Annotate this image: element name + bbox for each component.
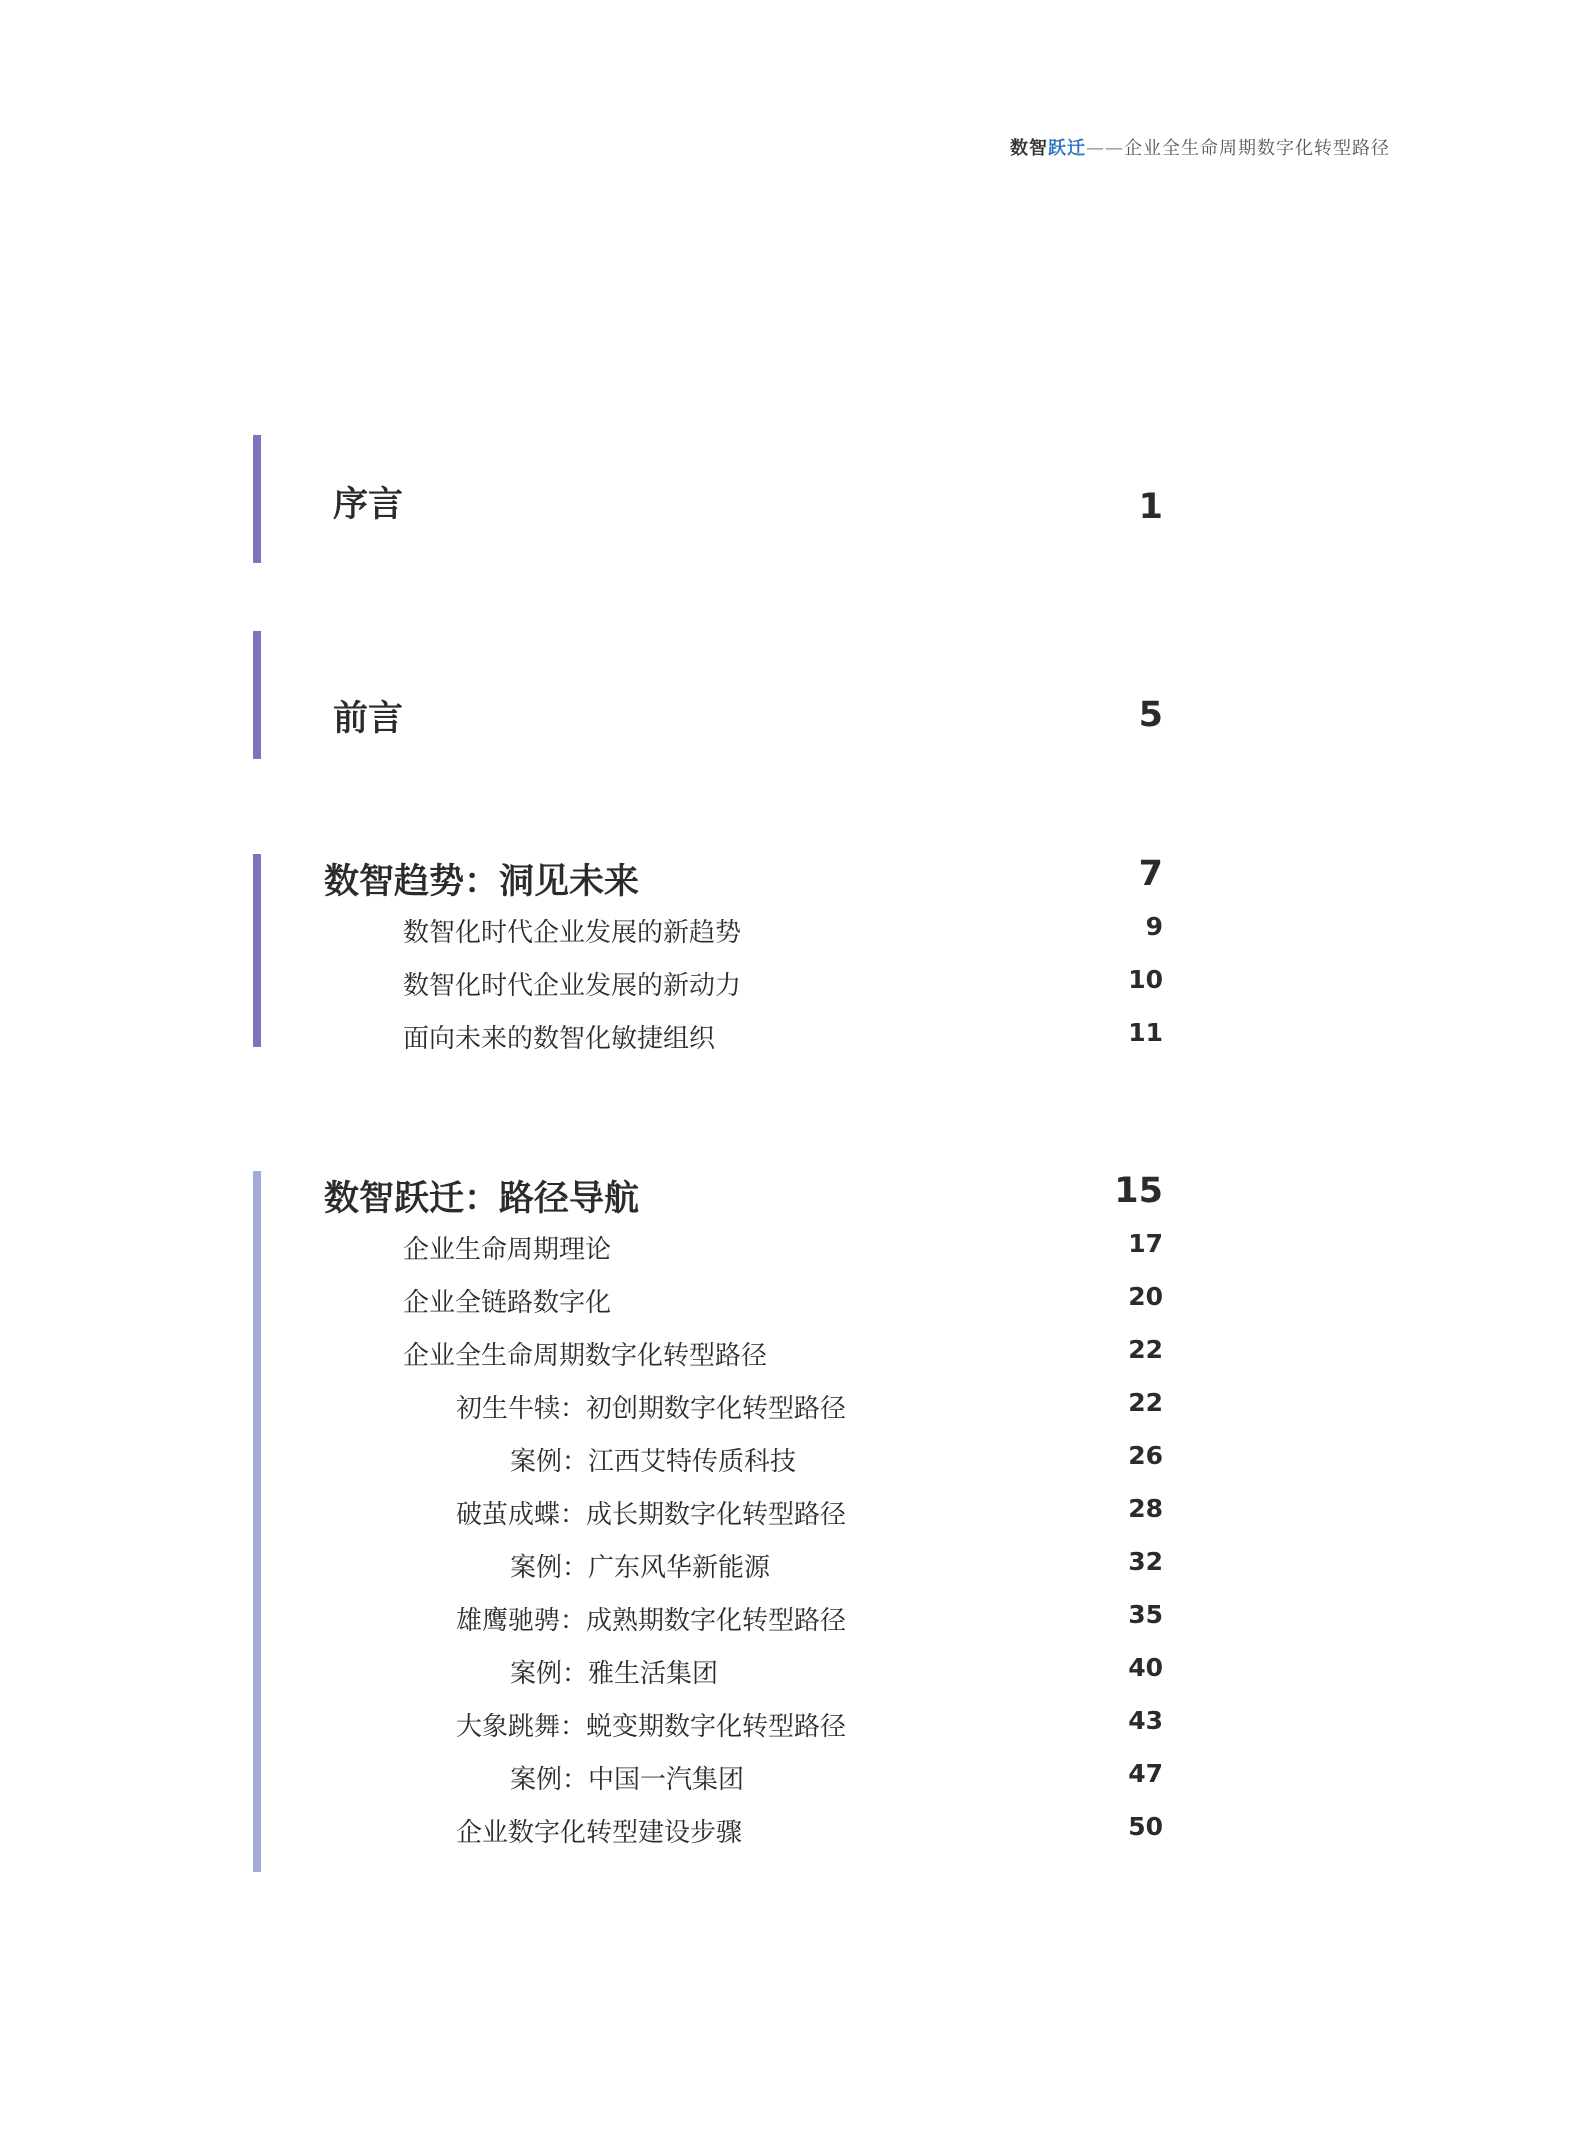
toc-entry-title: 数智化时代企业发展的新趋势 — [403, 918, 742, 948]
toc-entry-page: 50 — [1128, 1812, 1163, 1841]
toc-entry[interactable] — [253, 1229, 1163, 1265]
toc-entry[interactable] — [253, 1759, 1163, 1795]
toc-entry[interactable] — [253, 965, 1163, 1001]
toc-entry[interactable] — [253, 912, 1163, 948]
toc-entry-page: 47 — [1128, 1759, 1163, 1788]
toc-entry-title: 数智跃迁：路径导航 — [324, 1179, 640, 1219]
toc-entry-title: 企业全链路数字化 — [403, 1288, 612, 1318]
toc-chapter-leap[interactable] — [253, 1171, 1163, 1221]
toc-entry-page: 22 — [1128, 1388, 1163, 1417]
toc-entry[interactable] — [253, 1388, 1163, 1424]
toc-entry-title: 案例：广东风华新能源 — [510, 1553, 771, 1583]
toc-section-preface — [253, 435, 1163, 563]
toc-entry-title: 序言 — [333, 485, 404, 525]
toc-entry-page: 9 — [1145, 912, 1163, 941]
toc-entry-page: 17 — [1128, 1229, 1163, 1258]
toc-entry-title: 前言 — [333, 699, 404, 739]
toc-entry-page: 20 — [1128, 1282, 1163, 1311]
toc-entry-title: 数智趋势：洞见未来 — [324, 862, 640, 902]
toc-entry-page: 5 — [1138, 695, 1163, 735]
toc-entry[interactable] — [253, 1600, 1163, 1636]
header-separator: —— — [1086, 138, 1124, 159]
toc-entry-page: 26 — [1128, 1441, 1163, 1470]
toc-entry[interactable] — [253, 1706, 1163, 1742]
toc-section-leap — [253, 1171, 1163, 1872]
toc-entry-title: 雄鹰驰骋：成熟期数字化转型路径 — [456, 1606, 847, 1636]
toc-entry-title: 数智化时代企业发展的新动力 — [403, 971, 742, 1001]
toc-entry-page: 32 — [1128, 1547, 1163, 1576]
toc-entry[interactable] — [253, 1441, 1163, 1477]
toc-entry-page: 22 — [1128, 1335, 1163, 1364]
toc-entry[interactable] — [253, 1494, 1163, 1530]
toc-entry-title: 企业生命周期理论 — [403, 1235, 612, 1265]
toc-chapter-trends[interactable] — [253, 854, 1163, 904]
toc-entry-foreword[interactable] — [253, 691, 1163, 741]
toc-entry-page: 28 — [1128, 1494, 1163, 1523]
running-header — [1010, 134, 1390, 160]
toc-entry-title: 企业全生命周期数字化转型路径 — [403, 1341, 768, 1371]
toc-entry-page: 10 — [1128, 965, 1163, 994]
toc-entry-page: 43 — [1128, 1706, 1163, 1735]
toc-entry-title: 大象跳舞：蜕变期数字化转型路径 — [456, 1712, 847, 1742]
toc-entry[interactable] — [253, 1335, 1163, 1371]
header-subtitle: 企业全生命周期数字化转型路径 — [1124, 138, 1390, 159]
toc-entry-title: 初生牛犊：初创期数字化转型路径 — [456, 1394, 847, 1424]
toc-entry-preface[interactable] — [253, 477, 1163, 527]
toc-entry-title: 面向未来的数智化敏捷组织 — [403, 1024, 716, 1054]
toc-entry[interactable] — [253, 1018, 1163, 1054]
toc-entry-page: 40 — [1128, 1653, 1163, 1682]
toc-entry[interactable] — [253, 1547, 1163, 1583]
toc-entry-title: 案例：雅生活集团 — [510, 1659, 719, 1689]
toc-entry[interactable] — [253, 1282, 1163, 1318]
toc-entry-page: 35 — [1128, 1600, 1163, 1629]
toc-section-foreword — [253, 631, 1163, 759]
toc-entry[interactable] — [253, 1812, 1163, 1848]
header-title-part2: 跃迁 — [1048, 138, 1086, 159]
toc-entry-title: 企业数字化转型建设步骤 — [456, 1818, 743, 1848]
toc-entry-page: 1 — [1138, 487, 1163, 527]
toc-entry-title: 破茧成蝶：成长期数字化转型路径 — [456, 1500, 847, 1530]
header-title-part1: 数智 — [1010, 138, 1048, 159]
toc-entry-title: 案例：江西艾特传质科技 — [510, 1447, 797, 1477]
toc-entry-title: 案例：中国一汽集团 — [510, 1765, 745, 1795]
toc-entry-page: 15 — [1114, 1171, 1163, 1211]
toc-entry-page: 11 — [1128, 1018, 1163, 1047]
toc-entry-page: 7 — [1138, 854, 1163, 894]
toc-entry[interactable] — [253, 1653, 1163, 1689]
toc-section-trends — [253, 854, 1163, 1054]
